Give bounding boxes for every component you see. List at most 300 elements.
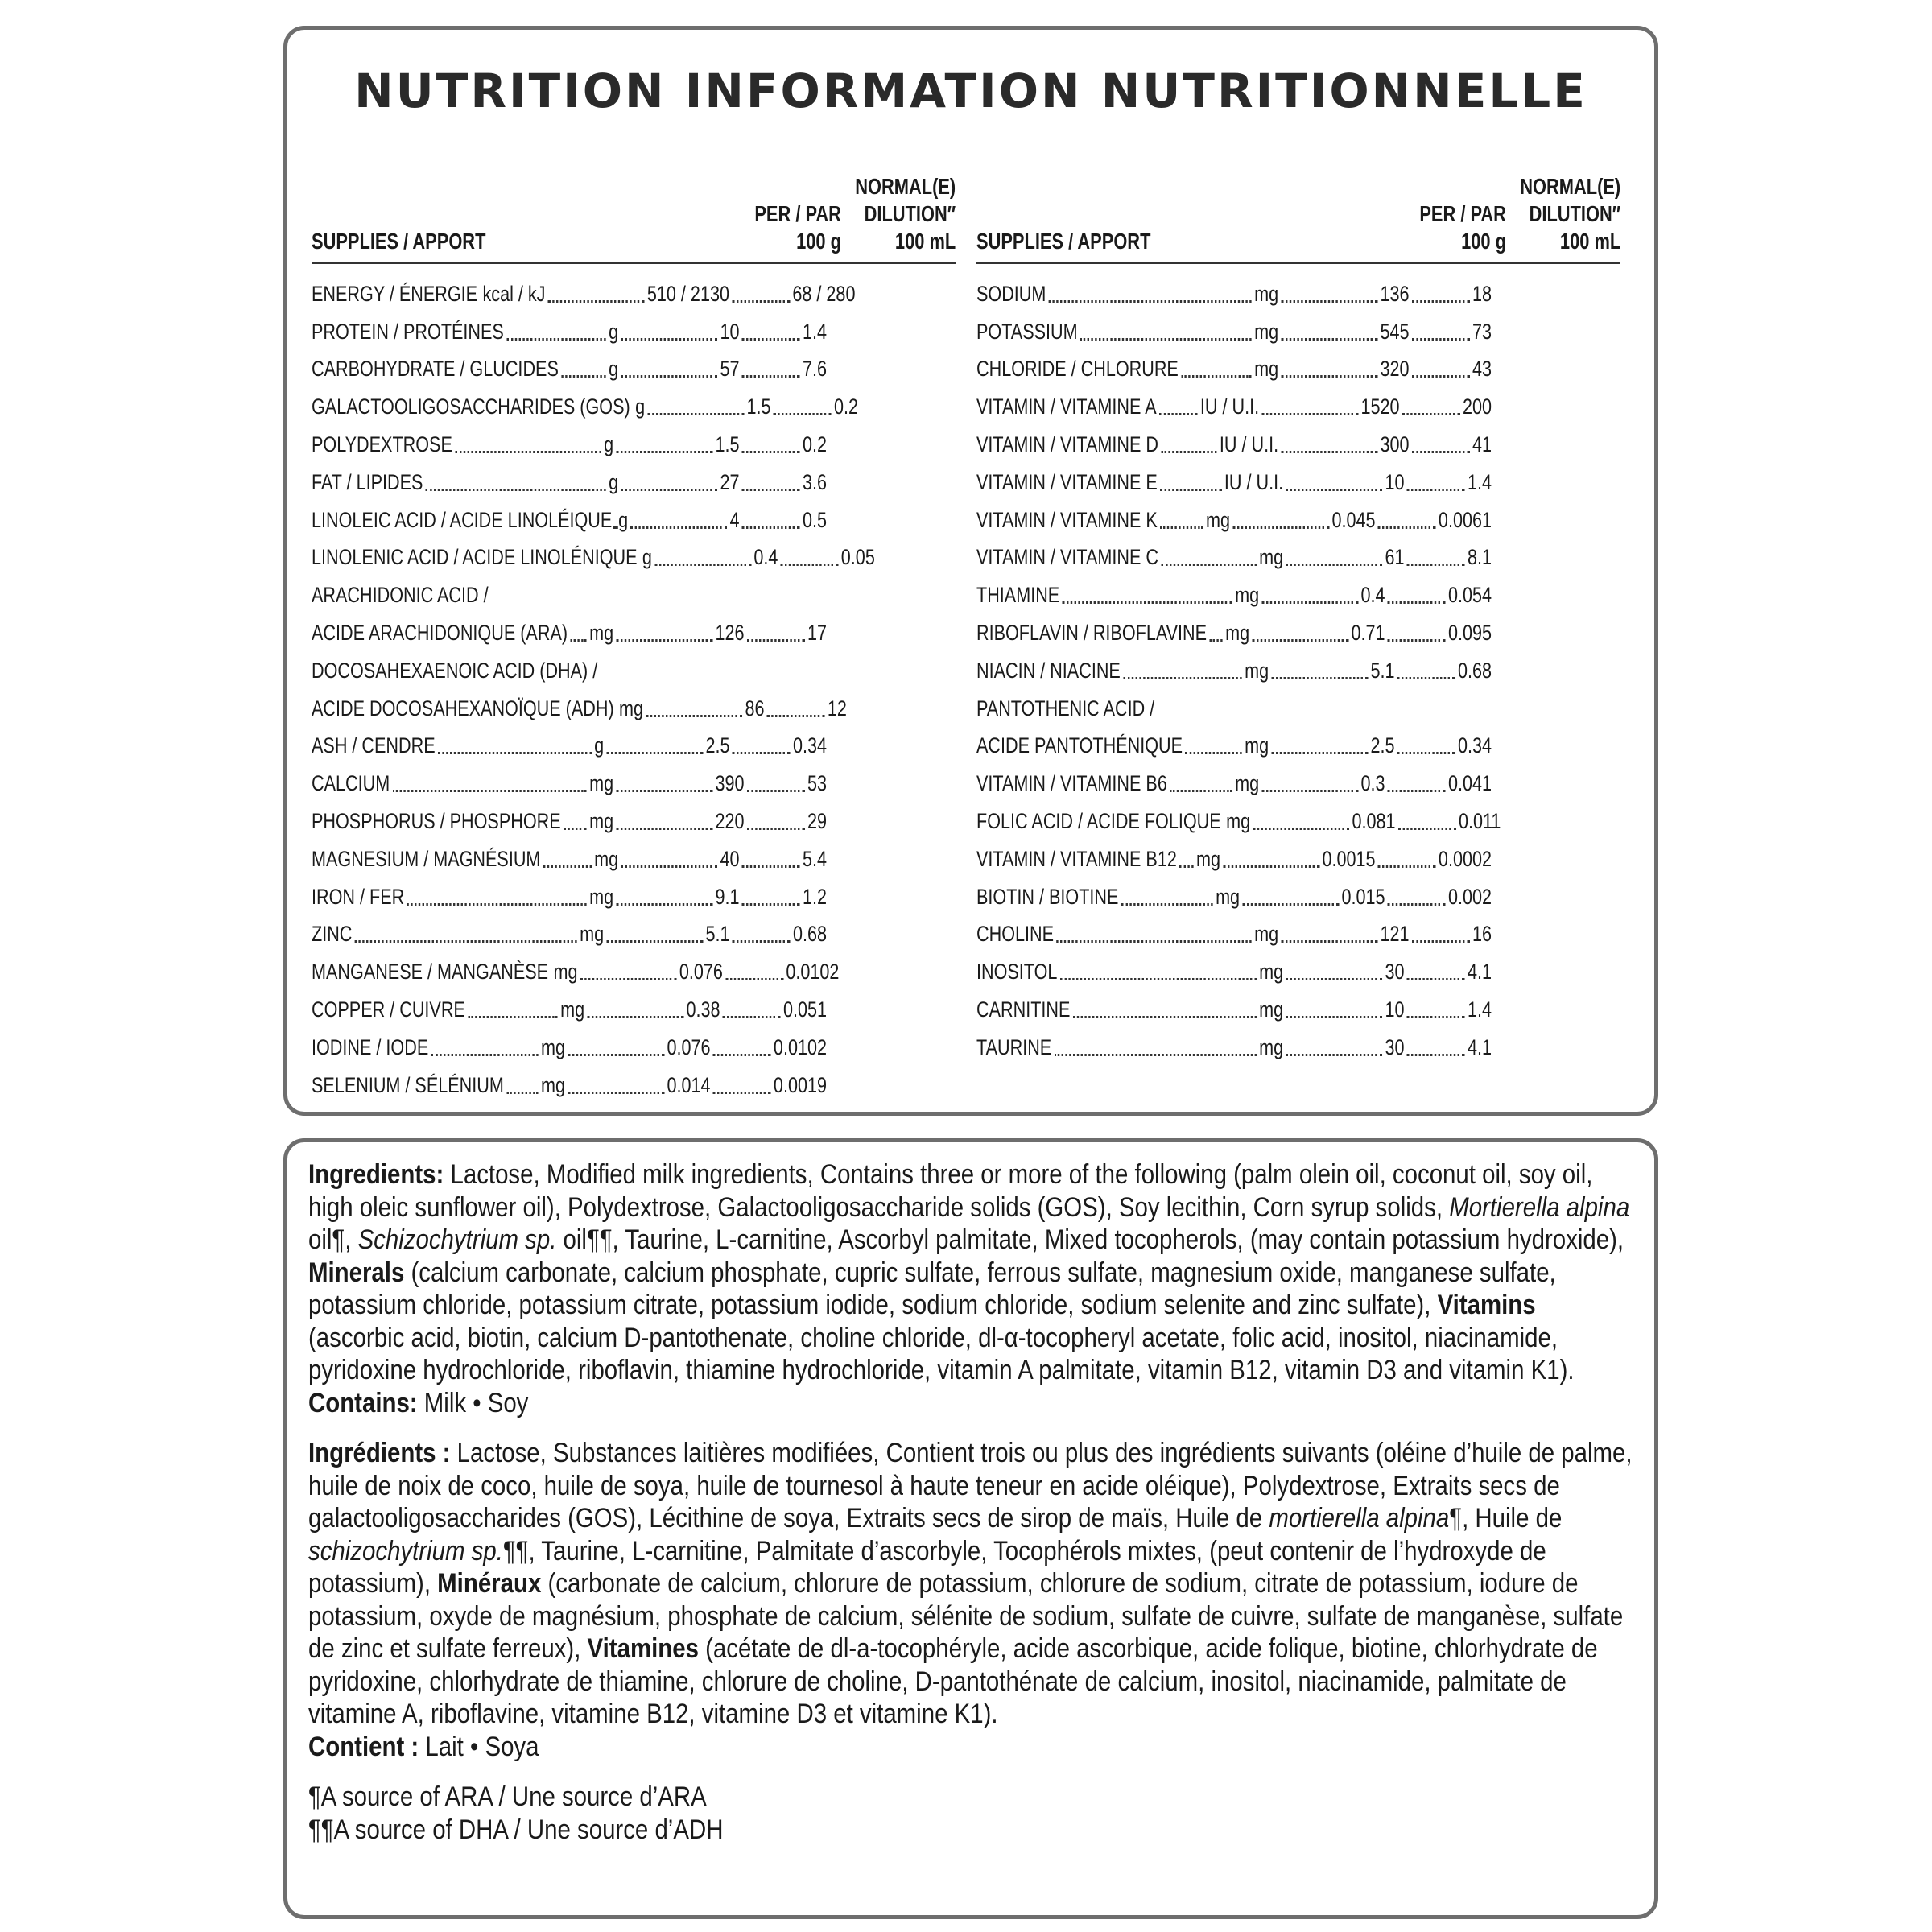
- leader-dots: [1412, 300, 1470, 303]
- leader-dots: [1286, 564, 1382, 566]
- leader-dots: [646, 715, 742, 717]
- nutrient-row: [976, 728, 1620, 766]
- leader-dots: [742, 489, 800, 491]
- leader-dots: [1232, 526, 1329, 529]
- value-per-100ml: 8.1: [1467, 545, 1492, 570]
- leader-dots: [747, 790, 805, 792]
- ingredients-english: Ingredients: Lactose, Modified milk ingredients, Contains three or more of the following (palm olein oil, coconut oil, soy oil, high oleic sunflower oil), Polydextrose, Galactooligosaccharide solids (GOS), Soy lecithin, Corn syrup solids, Mortierella alpina oil¶, Schizochytrium sp. oil¶¶, Taurine, L-carnitine, Ascorbyl palmitate, Mixed tocopherols, (may contain potassium hydroxide), Minerals (calcium carbonate, calcium phosphate, cupric sulfate, ferrous sulfate, magnesium oxide, manganese sulfate, potassium chloride, potassium citrate, potassium iodide, sodium chloride, sodium selenite and zinc sulfate), Vitamins (ascorbic acid, biotin, calcium D-pantothenate, choline chloride, dl-α-tocopheryl acetate, folic acid, inositol, niacinamide, pyridoxine hydrochloride, riboflavin, thiamine hydrochloride, vitamin A palmitate, vitamin B12, vitamin D3 and vitamin K1).: [308, 1159, 1630, 1385]
- nutrient-name: RIBOFLAVIN / RIBOFLAVINE: [976, 621, 1208, 646]
- leader-dots: [647, 413, 744, 415]
- nutrient-unit: mg: [1254, 922, 1279, 947]
- value-per-100ml: 0.34: [1457, 733, 1492, 758]
- nutrient-row: [312, 313, 956, 351]
- leader-dots: [1397, 677, 1455, 679]
- leader-dots: [1179, 865, 1194, 868]
- nutrient-unit: mg: [1259, 545, 1284, 570]
- nutrient-name: ARACHIDONIC ACID /: [312, 583, 489, 608]
- value-per-100ml: 0.68: [1457, 658, 1492, 683]
- nutrient-name: POTASSIUM: [976, 319, 1078, 344]
- value-per-100g: 300: [1380, 432, 1410, 457]
- nutrient-row: [312, 464, 956, 502]
- nutrient-name: ENERGY / ÉNERGIE: [312, 281, 478, 306]
- nutrient-unit: g: [642, 545, 652, 570]
- nutrient-unit: IU / U.I.: [1224, 469, 1284, 494]
- nutrition-table-right: [976, 159, 1620, 1067]
- nutrient-unit: IU / U.I.: [1199, 394, 1260, 419]
- nutrient-row: [312, 652, 956, 690]
- leader-dots: [781, 564, 839, 566]
- leader-dots: [564, 828, 587, 830]
- leader-dots: [725, 978, 783, 980]
- leader-dots: [615, 526, 616, 529]
- nutrient-name: CARBOHYDRATE / GLUCIDES: [312, 357, 559, 382]
- nutrient-row: [976, 426, 1620, 464]
- nutrient-row: [312, 502, 956, 539]
- value-per-100g: 0.045: [1331, 507, 1376, 532]
- leader-dots: [568, 1054, 664, 1056]
- value-per-100g: 126: [715, 621, 745, 646]
- nutrient-name: MANGANESE / MANGANÈSE: [312, 960, 549, 985]
- nutrient-name: CARNITINE: [976, 997, 1071, 1022]
- value-per-100ml: 0.002: [1447, 884, 1492, 909]
- value-per-100g: 510 / 2130: [646, 281, 729, 306]
- nutrient-name: FOLIC ACID / ACIDE FOLIQUE: [976, 809, 1221, 834]
- value-per-100ml: 0.05: [840, 545, 875, 570]
- leader-dots: [742, 865, 800, 868]
- leader-dots: [1159, 413, 1198, 415]
- nutrient-unit: g: [609, 357, 619, 382]
- nutrient-unit: mg: [1259, 960, 1284, 985]
- leader-dots: [742, 526, 800, 529]
- leader-dots: [621, 865, 717, 868]
- nutrient-name: VITAMIN / VITAMINE D: [976, 432, 1159, 457]
- value-per-100ml: 0.041: [1447, 771, 1492, 796]
- value-per-100g: 30: [1385, 960, 1405, 985]
- value-per-100ml: 0.011: [1458, 809, 1501, 834]
- leader-dots: [1407, 489, 1465, 491]
- value-per-100g: 320: [1380, 357, 1410, 382]
- value-per-100g: 10: [720, 319, 740, 344]
- nutrient-name: CHOLINE: [976, 922, 1055, 947]
- leader-dots: [1412, 338, 1470, 341]
- nutrient-unit: kcal / kJ: [482, 281, 546, 306]
- leader-dots: [1412, 451, 1470, 453]
- nutrient-name: NIACIN / NIACINE: [976, 658, 1121, 683]
- leader-dots: [1281, 375, 1377, 378]
- value-per-100g: 27: [720, 469, 740, 494]
- leader-dots: [1160, 526, 1203, 529]
- value-per-100ml: 0.68: [792, 922, 827, 947]
- leader-dots: [742, 338, 800, 341]
- leader-dots: [1049, 300, 1252, 303]
- leader-dots: [616, 790, 712, 792]
- value-per-100ml: 1.2: [802, 884, 827, 909]
- value-per-100ml: 43: [1472, 357, 1492, 382]
- nutrient-unit: mg: [1254, 319, 1279, 344]
- value-per-100ml: 53: [807, 771, 827, 796]
- value-per-100ml: 0.095: [1447, 621, 1492, 646]
- nutrient-row: [312, 728, 956, 766]
- leader-dots: [732, 300, 790, 303]
- nutrient-row: [976, 916, 1620, 954]
- leader-dots: [1209, 639, 1223, 642]
- leader-dots: [506, 338, 606, 341]
- value-per-100g: 1.5: [746, 394, 771, 419]
- nutrient-name: THIAMINE: [976, 583, 1060, 608]
- leader-dots: [1181, 375, 1252, 378]
- value-per-100ml: 1.4: [1467, 997, 1492, 1022]
- leader-dots: [713, 1092, 771, 1094]
- nutrition-facts-panel: [283, 26, 1658, 1116]
- nutrient-row: [976, 539, 1620, 577]
- nutrient-row: [976, 953, 1620, 991]
- leader-dots: [1286, 1016, 1382, 1018]
- leader-dots: [1261, 413, 1358, 415]
- nutrient-row: [976, 652, 1620, 690]
- leader-dots: [1161, 451, 1216, 453]
- nutrient-row: [976, 991, 1620, 1029]
- leader-dots: [1252, 639, 1348, 642]
- value-per-100ml: 0.2: [833, 394, 858, 419]
- nutrient-unit: g: [618, 507, 629, 532]
- nutrient-unit: mg: [580, 922, 605, 947]
- nutrient-unit: mg: [589, 771, 614, 796]
- nutrient-rows: [976, 275, 1620, 1067]
- nutrient-name: ZINC: [312, 922, 353, 947]
- leader-dots: [1281, 940, 1377, 943]
- nutrient-row: [976, 765, 1620, 803]
- nutrient-name: ASH / CENDRE: [312, 733, 436, 758]
- leader-dots: [1388, 639, 1446, 642]
- nutrient-name: IODINE / IODE: [312, 1034, 429, 1059]
- leader-dots: [438, 752, 592, 754]
- nutrient-name: GALACTOOLIGOSACCHARIDES (GOS): [312, 394, 630, 419]
- nutrient-row: [976, 803, 1620, 840]
- leader-dots: [747, 639, 805, 642]
- value-per-100g: 57: [720, 357, 740, 382]
- nutrient-row: [976, 313, 1620, 351]
- leader-dots: [1123, 677, 1242, 679]
- nutrient-row: [976, 351, 1620, 389]
- nutrient-name: COPPER / CUIVRE: [312, 997, 465, 1022]
- value-per-100g: 1520: [1360, 394, 1400, 419]
- nutrient-unit: mg: [1216, 884, 1241, 909]
- value-per-100g: 220: [715, 809, 745, 834]
- nutrient-row: [312, 803, 956, 840]
- leader-dots: [1170, 790, 1232, 792]
- nutrient-row: [976, 840, 1620, 878]
- leader-dots: [742, 451, 800, 453]
- value-per-100g: 9.1: [715, 884, 740, 909]
- value-per-100ml: 0.0102: [773, 1034, 827, 1059]
- value-per-100g: 40: [720, 846, 740, 871]
- nutrient-unit: mg: [1235, 583, 1260, 608]
- leader-dots: [1407, 564, 1465, 566]
- nutrient-row: [312, 388, 956, 426]
- leader-dots: [1286, 1054, 1382, 1056]
- value-per-100g: 0.3: [1360, 771, 1385, 796]
- value-per-100ml: 5.4: [802, 846, 827, 871]
- value-per-100ml: 68 / 280: [792, 281, 856, 306]
- nutrient-unit: g: [635, 394, 646, 419]
- header-per-100g: PER / PAR 100 g: [754, 201, 841, 254]
- nutrient-row: [976, 502, 1620, 539]
- value-per-100g: 0.014: [667, 1072, 711, 1097]
- nutrient-unit: mg: [1235, 771, 1260, 796]
- leader-dots: [392, 790, 586, 792]
- nutrient-name: VITAMIN / VITAMINE B6: [976, 771, 1167, 796]
- leader-dots: [1060, 978, 1257, 980]
- leader-dots: [742, 903, 800, 906]
- nutrient-row: [312, 351, 956, 389]
- leader-dots: [1388, 601, 1446, 604]
- nutrient-row: [976, 614, 1620, 652]
- value-per-100g: 0.015: [1341, 884, 1385, 909]
- nutrient-unit: mg: [1196, 846, 1221, 871]
- leader-dots: [616, 639, 712, 642]
- leader-dots: [407, 903, 586, 906]
- nutrient-name: ACIDE DOCOSAHEXANOÏQUE (ADH): [312, 696, 614, 720]
- leader-dots: [1286, 489, 1382, 491]
- leader-dots: [1412, 375, 1470, 378]
- leader-dots: [630, 526, 727, 529]
- nutrient-unit: mg: [1254, 281, 1279, 306]
- value-per-100ml: 29: [807, 809, 827, 834]
- leader-dots: [1281, 338, 1377, 341]
- nutrient-name: VITAMIN / VITAMINE A: [976, 394, 1157, 419]
- nutrient-name: PANTOTHENIC ACID /: [976, 696, 1155, 720]
- panel-title: NUTRITION INFORMATION NUTRITIONNELLE: [354, 64, 1587, 118]
- table-header: [312, 159, 956, 264]
- footnote-ara: ¶A source of ARA / Une source d’ARA: [308, 1781, 707, 1812]
- header-per-100g: PER / PAR 100 g: [1419, 201, 1506, 254]
- nutrient-name: CHLORIDE / CHLORURE: [976, 357, 1179, 382]
- leader-dots: [616, 828, 712, 830]
- value-per-100ml: 0.0102: [786, 960, 840, 985]
- leader-dots: [1253, 828, 1349, 830]
- leader-dots: [1160, 489, 1222, 491]
- nutrient-row: [976, 275, 1620, 313]
- nutrient-unit: mg: [1206, 507, 1231, 532]
- value-per-100ml: 3.6: [802, 469, 827, 494]
- leader-dots: [1261, 790, 1358, 792]
- nutrient-name: PROTEIN / PROTÉINES: [312, 319, 504, 344]
- value-per-100g: 0.71: [1351, 621, 1385, 646]
- leader-dots: [1402, 413, 1460, 415]
- leader-dots: [733, 940, 791, 943]
- leader-dots: [1271, 677, 1368, 679]
- leader-dots: [431, 1054, 538, 1056]
- leader-dots: [1056, 940, 1252, 943]
- leader-dots: [580, 978, 677, 980]
- leader-dots: [1407, 1054, 1465, 1056]
- value-per-100ml: 41: [1472, 432, 1492, 457]
- ingredients-french: Ingrédients : Lactose, Substances laitières modifiées, Contient trois ou plus des ingrédients suivants (oléine d’huile de palme, huile de noix de coco, huile de soya, huile de tournesol à haute teneur en acide oléique), Polydextrose, Extraits secs de galactooligosaccharides (GOS), Lécithine de soya, Extraits secs de sirop de maïs, Huile de mortierella alpina¶, Huile de schizochytrium sp.¶¶, Taurine, L-carnitine, Palmitate d’ascorbyle, Tocophérols mixtes, (peut contenir de l’hydroxyde de potassium), Minéraux (carbonate de calcium, chlorure de potassium, chlorure de sodium, citrate de potassium, iodure de potassium, oxyde de magnésium, phosphate de calcium, sélénite de sodium, sulfate de cuivre, sulfate de manganèse, sulfate de zinc et sulfate ferreux), Vitamines (acétate de dl-a-tocophéryle, acide ascorbique, acide folique, biotine, chlorhydrate de pyridoxine, chlorhydrate de thiamine, chlorure de choline, D-pantothénate de calcium, inositol, niacinamide, palmitate de vitamine A, riboflavine, vitamine B12, vitamine D3 et vitamine K1).: [308, 1438, 1633, 1729]
- leader-dots: [723, 1016, 781, 1018]
- value-per-100g: 2.5: [705, 733, 730, 758]
- nutrient-unit: mg: [1226, 809, 1251, 834]
- value-per-100ml: 0.051: [782, 997, 827, 1022]
- nutrient-unit: mg: [1259, 1034, 1284, 1059]
- nutrient-row: [312, 690, 956, 728]
- nutrient-row: [312, 878, 956, 916]
- value-per-100ml: 7.6: [802, 357, 827, 382]
- nutrient-name: LINOLENIC ACID / ACIDE LINOLÉNIQUE: [312, 545, 638, 570]
- nutrient-unit: mg: [589, 809, 614, 834]
- nutrient-unit: mg: [589, 884, 614, 909]
- leader-dots: [1397, 752, 1455, 754]
- value-per-100g: 4: [729, 507, 740, 532]
- nutrient-row: [312, 614, 956, 652]
- leader-dots: [543, 865, 592, 868]
- leader-dots: [1161, 564, 1257, 566]
- value-per-100g: 1.5: [715, 432, 740, 457]
- value-per-100g: 0.076: [667, 1034, 711, 1059]
- nutrient-name: POLYDEXTROSE: [312, 432, 452, 457]
- nutrient-unit: mg: [1259, 997, 1284, 1022]
- nutrient-row: [976, 464, 1620, 502]
- nutrient-unit: mg: [1245, 658, 1269, 683]
- nutrient-row: [312, 765, 956, 803]
- leader-dots: [1185, 752, 1242, 754]
- leader-dots: [1398, 828, 1456, 830]
- table-header: [976, 159, 1620, 264]
- nutrient-row: [312, 916, 956, 954]
- value-per-100g: 0.076: [679, 960, 723, 985]
- value-per-100g: 390: [715, 771, 745, 796]
- leader-dots: [426, 489, 606, 491]
- nutrient-name: TAURINE: [976, 1034, 1052, 1059]
- value-per-100ml: 0.0019: [773, 1072, 827, 1097]
- nutrient-unit: mg: [1254, 357, 1279, 382]
- leader-dots: [621, 375, 717, 378]
- nutrient-name: DOCOSAHEXAENOIC ACID (DHA) /: [312, 658, 598, 683]
- leader-dots: [1286, 978, 1382, 980]
- leader-dots: [621, 338, 717, 341]
- nutrient-unit: mg: [541, 1072, 566, 1097]
- nutrient-row: [312, 1029, 956, 1067]
- leader-dots: [1378, 526, 1436, 529]
- nutrient-row: [312, 275, 956, 313]
- leader-dots: [616, 451, 712, 453]
- value-per-100g: 10: [1385, 469, 1405, 494]
- nutrient-unit: mg: [553, 960, 578, 985]
- nutrient-row: [312, 1067, 956, 1104]
- leader-dots: [1378, 865, 1436, 868]
- leader-dots: [606, 940, 703, 943]
- nutrient-unit: mg: [589, 621, 614, 646]
- leader-dots: [1388, 903, 1446, 906]
- leader-dots: [468, 1016, 558, 1018]
- leader-dots: [733, 752, 791, 754]
- header-normal-dilution: NORMAL(E) DILUTION″ 100 mL: [855, 174, 956, 254]
- leader-dots: [1412, 940, 1470, 943]
- leader-dots: [1062, 601, 1232, 604]
- value-per-100g: 5.1: [705, 922, 730, 947]
- value-per-100ml: 0.054: [1447, 583, 1492, 608]
- nutrient-row: [312, 576, 956, 614]
- nutrient-unit: IU / U.I.: [1219, 432, 1279, 457]
- leader-dots: [747, 828, 805, 830]
- nutrient-name: ACIDE PANTOTHÉNIQUE: [976, 733, 1183, 758]
- nutrient-row: [976, 576, 1620, 614]
- contains-english: Contains: Milk • Soy: [308, 1387, 529, 1418]
- leader-dots: [1281, 300, 1377, 303]
- value-per-100g: 5.1: [1370, 658, 1395, 683]
- nutrient-unit: mg: [594, 846, 619, 871]
- nutrient-row: [312, 539, 956, 577]
- leader-dots: [568, 1092, 664, 1094]
- leader-dots: [742, 375, 800, 378]
- value-per-100g: 0.081: [1352, 809, 1396, 834]
- leader-dots: [587, 1016, 683, 1018]
- value-per-100g: 136: [1380, 281, 1410, 306]
- nutrient-name: VITAMIN / VITAMINE B12: [976, 846, 1177, 871]
- nutrient-name: PHOSPHORUS / PHOSPHORE: [312, 809, 561, 834]
- nutrient-name: VITAMIN / VITAMINE C: [976, 545, 1159, 570]
- leader-dots: [570, 639, 587, 642]
- value-per-100ml: 12: [827, 696, 847, 720]
- nutrient-name: FAT / LIPIDES: [312, 469, 423, 494]
- value-per-100g: 2.5: [1370, 733, 1395, 758]
- value-per-100ml: 18: [1472, 281, 1492, 306]
- nutrient-row: [312, 426, 956, 464]
- leader-dots: [1080, 338, 1252, 341]
- nutrition-table-left: [312, 159, 956, 1104]
- leader-dots: [1223, 865, 1319, 868]
- value-per-100g: 0.4: [1360, 583, 1385, 608]
- value-per-100ml: 0.0061: [1438, 507, 1492, 532]
- nutrient-row: [976, 388, 1620, 426]
- leader-dots: [1271, 752, 1368, 754]
- nutrient-name: IRON / FER: [312, 884, 405, 909]
- value-per-100ml: 17: [807, 621, 827, 646]
- nutrient-name: SODIUM: [976, 281, 1046, 306]
- nutrient-row: [312, 991, 956, 1029]
- value-per-100ml: 0.0002: [1438, 846, 1492, 871]
- nutrient-unit: mg: [1245, 733, 1269, 758]
- leader-dots: [355, 940, 577, 943]
- header-normal-dilution: NORMAL(E) DILUTION″ 100 mL: [1520, 174, 1620, 254]
- value-per-100ml: 0.2: [802, 432, 827, 457]
- nutrient-unit: g: [609, 469, 619, 494]
- nutrient-unit: g: [594, 733, 605, 758]
- value-per-100ml: 4.1: [1467, 960, 1492, 985]
- value-per-100g: 30: [1385, 1034, 1405, 1059]
- header-supplies: SUPPLIES / APPORT: [976, 229, 1151, 254]
- leader-dots: [654, 564, 751, 566]
- ingredients-panel: [283, 1138, 1658, 1919]
- nutrient-name: ACIDE ARACHIDONIQUE (ARA): [312, 621, 568, 646]
- contains-french: Contient : Lait • Soya: [308, 1731, 539, 1762]
- leader-dots: [713, 1054, 771, 1056]
- nutrient-unit: g: [604, 432, 614, 457]
- nutrient-row: [312, 840, 956, 878]
- leader-dots: [506, 1092, 539, 1094]
- nutrient-name: MAGNESIUM / MAGNÉSIUM: [312, 846, 541, 871]
- leader-dots: [455, 451, 601, 453]
- leader-dots: [774, 413, 832, 415]
- leader-dots: [1261, 601, 1358, 604]
- nutrient-name: CALCIUM: [312, 771, 390, 796]
- nutrient-rows: [312, 275, 956, 1104]
- value-per-100g: 0.0015: [1322, 846, 1376, 871]
- nutrient-unit: mg: [541, 1034, 566, 1059]
- value-per-100ml: 1.4: [1467, 469, 1492, 494]
- nutrient-row: [976, 878, 1620, 916]
- nutrient-name: BIOTIN / BIOTINE: [976, 884, 1119, 909]
- leader-dots: [616, 903, 712, 906]
